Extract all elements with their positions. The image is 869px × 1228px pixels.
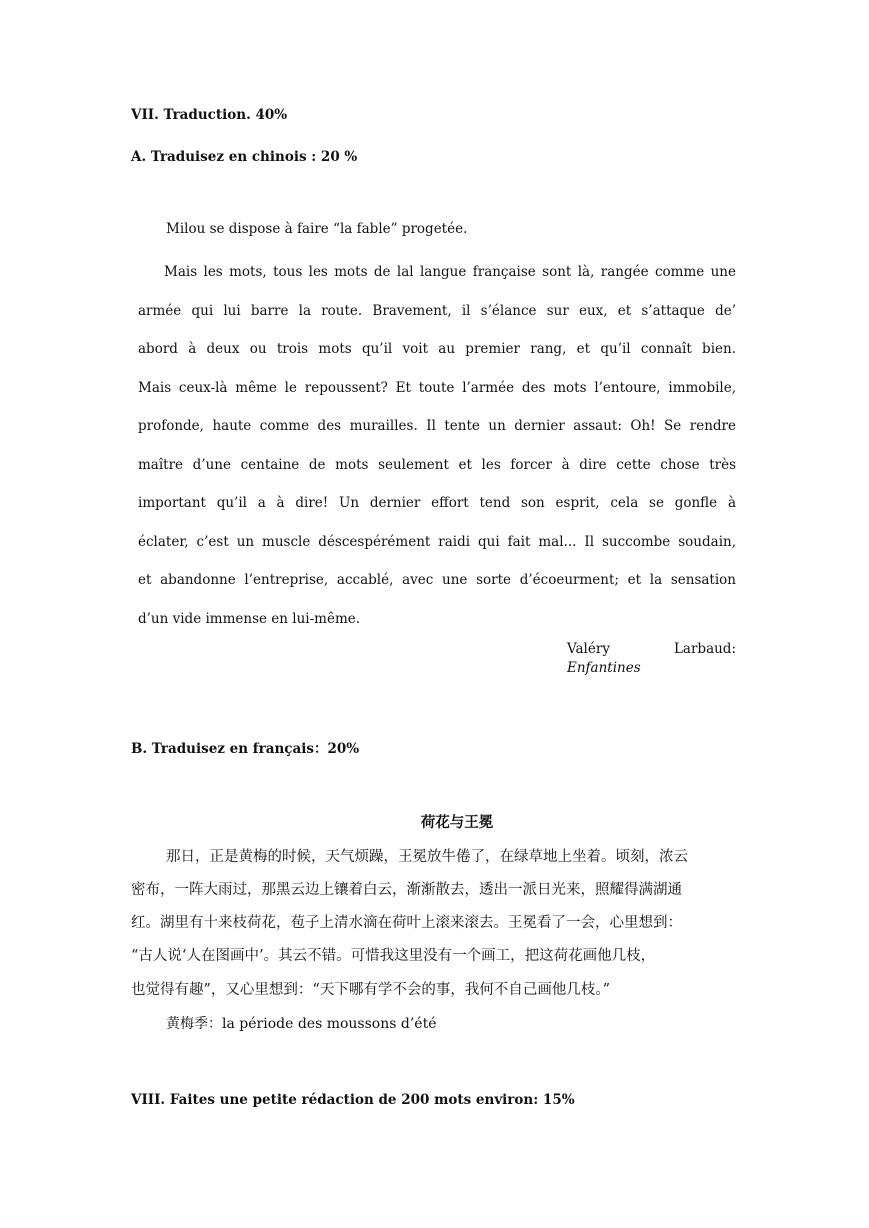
section-vii-heading: VII. Traduction. 40% xyxy=(131,107,288,123)
chinese-passage-title: 荷花与王冕 xyxy=(420,814,494,831)
chinese-passage-line: 也觉得有趣”，又心里想到：“天下哪有学不会的事，我何不自己画他几枝。” xyxy=(131,982,610,998)
attribution-work: Enfantines xyxy=(567,660,641,676)
passage-line: éclater, c’est un muscle déscespérément raidi qui fait mal... Il succombe soudain, xyxy=(138,534,736,550)
chinese-passage-line: 红。湖里有十来枝荷花，苞子上清水滴在荷叶上滚来滚去。王冕看了一会，心里想到： xyxy=(131,915,682,931)
passage-line: important qu’il a à dire! Un dernier effort tend son esprit, cela se gonfle à xyxy=(138,495,736,511)
passage-line: armée qui lui barre la route. Bravement, il s’élance sur eux, et s’attaque de’ xyxy=(138,303,736,319)
passage-line: abord à deux ou trois mots qu’il voit au premier rang, et qu’il connaît bien. xyxy=(138,341,736,357)
passage-line: profonde, haute comme des murailles. Il tente un dernier assaut: Oh! Se rendre xyxy=(138,418,736,434)
part-b-heading: B. Traduisez en français：20% xyxy=(131,741,360,757)
section-viii-heading: VIII. Faites une petite rédaction de 200 mots environ: 15% xyxy=(131,1092,575,1108)
passage-line: Mais ceux-là même le repoussent? Et toute l’armée des mots l’entoure, immobile, xyxy=(138,380,736,396)
part-a-heading: A. Traduisez en chinois : 20 % xyxy=(131,149,358,165)
passage-line: d’un vide immense en lui-même. xyxy=(138,611,361,627)
passage-line: et abandonne l’entreprise, accablé, avec une sorte d’écoeurment; et la sensation xyxy=(138,572,736,588)
vocabulary-note: 黄梅季：la période des moussons d’été xyxy=(166,1016,437,1032)
chinese-passage-line: 那日，正是黄梅的时候，天气烦躁，王冕放牛倦了，在绿草地上坐着。顷刻，浓云 xyxy=(166,849,688,865)
chinese-passage-line: “古人说‘人在图画中’。其云不错。可惜我这里没有一个画工，把这荷花画他几枝， xyxy=(131,948,656,964)
chinese-passage-line: 密布，一阵大雨过，那黑云边上镶着白云，渐渐散去，透出一派日光来，照耀得满湖通 xyxy=(131,882,682,898)
passage-intro: Milou se dispose à faire “la fable” progetée. xyxy=(166,221,468,237)
passage-line: maître d’une centaine de mots seulement et les forcer à dire cette chose très xyxy=(138,457,736,473)
attribution-author: Valéry Larbaud: xyxy=(567,641,736,657)
passage-line: Mais les mots, tous les mots de lal langue française sont là, rangée comme une xyxy=(164,264,736,280)
